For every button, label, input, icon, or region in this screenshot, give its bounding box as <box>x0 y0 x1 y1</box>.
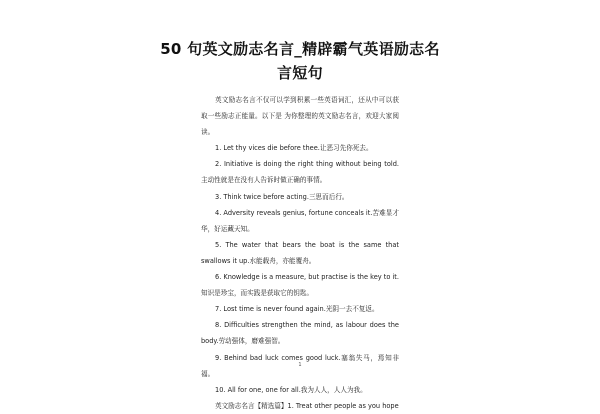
quote-item: 4. Adversity reveals genius, fortune conceals it.苦难显才华，好运藏天知。 <box>201 208 399 233</box>
quote-item: 3. Think twice before acting.三思而后行。 <box>215 192 349 201</box>
quote-item: 6. Knowledge is a measure, but practise is the key to it.知识是珍宝，而实践是获取它的钥匙。 <box>201 273 399 298</box>
quote-item: 10. All for one, one for all.我为人人，人人为我。 <box>215 385 367 394</box>
quote-item: 1. Let thy vices die before thee.让恶习先你死去。 <box>215 144 373 153</box>
section-start-paragraph: 英文励志名言【精选篇】1. Treat other people as you hope <box>215 401 399 410</box>
quote-item: 8. Difficulties strengthen the mind, as labour does the body.劳动强体，磨难强智。 <box>201 321 399 346</box>
page-number: 1 <box>298 362 302 368</box>
quote-item: 5. The water that bears the boat is the same that swallows it up.水能载舟，亦能覆舟。 <box>201 240 399 265</box>
quote-item: 2. Initiative is doing the right thing without being told.主动性就是在没有人告诉时做正确的事情。 <box>201 160 399 185</box>
quote-item: 7. Lost time is never found again.光阴一去不复返。 <box>215 305 379 314</box>
quote-item: 9. Behind bad luck comes good luck.塞翁失马，焉知非福。 <box>201 353 399 378</box>
document-title: 50 句英文励志名言_精辟霸气英语励志名 <box>160 40 440 58</box>
intro-paragraph: 英文励志名言不仅可以学到积累一些英语词汇，还从中可以获取一些励志正能量。以下是 为你整理的英文励志名言，欢迎大家阅读。 <box>201 96 399 137</box>
document-title-continued: 言短句 <box>277 64 323 82</box>
